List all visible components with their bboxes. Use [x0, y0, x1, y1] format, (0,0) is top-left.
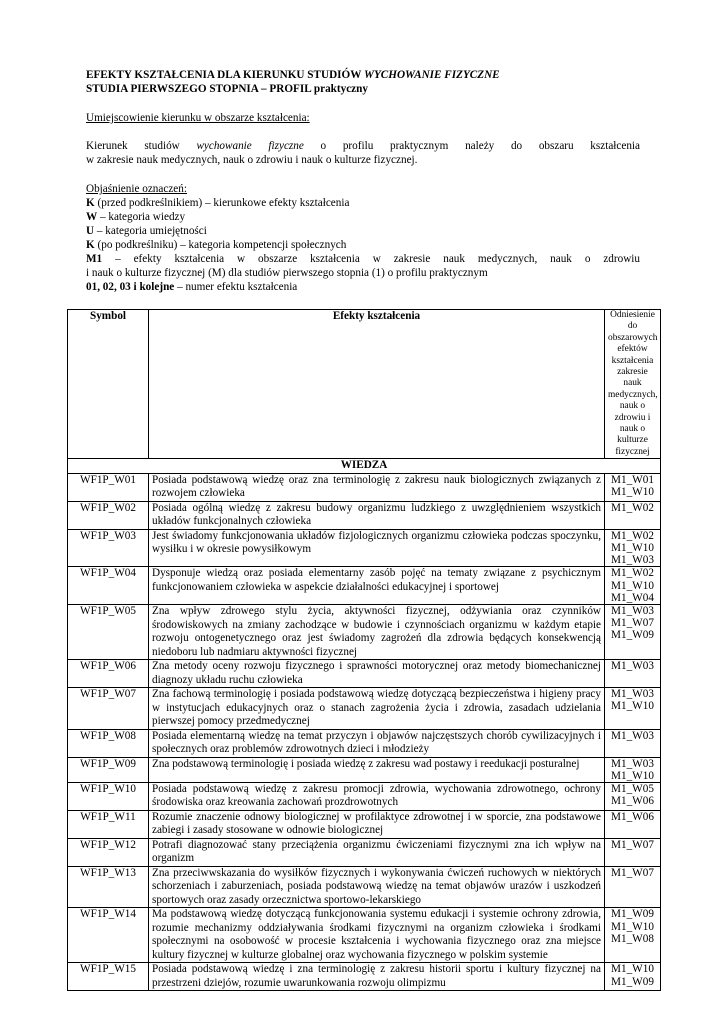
table-row	[68, 866, 661, 908]
legend-item	[86, 238, 346, 252]
reference-code: M1_W10	[611, 769, 654, 782]
reference-code: M1_W10	[611, 700, 654, 713]
legend-text: – efekty kształcenia w obszarze kształcenia w zakresie nauk medycznych, nauk o zdrowiu	[102, 253, 640, 265]
header-reference: Odniesienie do obszarowych efektów kształcenia zakresie nauk medycznych, nauk o zdrowiu i nauk o kulturze fizycznej	[605, 310, 661, 459]
outcome-description: Zna fachową terminologię i posiada podstawową wiedzę dotyczącą bezpieczeństwa i higieny pracy w instytucjach edukacyjnych oraz o stanach zagrożenia życia i zdrowia, zasadach udzielania pierwszej pomocy przedmedycznej	[149, 688, 605, 730]
outcome-symbol: WF1P_W03	[68, 529, 149, 567]
header-symbol: Symbol	[68, 310, 149, 459]
outcome-description: Potrafi diagnozować stany przeciążenia organizmu ćwiczeniami fizycznymi zna ich wpływ na organizm	[149, 838, 605, 866]
location-field-name: wychowanie fizyczne	[196, 140, 304, 152]
location-text-b: o profilu praktycznym należy do obszaru kształcenia	[303, 140, 641, 152]
legend-key: 01, 02, 03 i kolejne	[86, 281, 175, 293]
legend-key: K	[86, 197, 95, 209]
outcome-references	[605, 866, 661, 908]
reference-code: M1_W03	[611, 729, 654, 742]
reference-code: M1_W10	[611, 541, 654, 554]
outcome-description: Zna metody oceny rozwoju fizycznego i sprawności motorycznej oraz metody biomechanicznej diagnozy układu ruchu człowieka	[149, 660, 605, 688]
legend-item	[86, 196, 349, 210]
outcome-references	[605, 529, 661, 567]
legend-item	[86, 224, 207, 238]
location-text-a: Kierunek studiów	[86, 140, 197, 152]
legend-item-continuation	[86, 266, 488, 280]
reference-code: M1_W10	[611, 485, 654, 498]
outcome-references	[605, 605, 661, 660]
location-line1	[86, 139, 640, 153]
reference-code: M1_W02	[611, 567, 654, 580]
outcome-references	[605, 688, 661, 730]
reference-code: M1_W08	[611, 932, 654, 945]
reference-code: M1_W10	[611, 579, 654, 592]
outcome-description: Posiada podstawową wiedzę i zna terminologię z zakresu historii sportu i kultury fizycznej na przestrzeni dziejów, rozumie uwarunkowania rozwoju olimpizmu	[149, 963, 605, 991]
reference-code: M1_W01	[611, 473, 654, 486]
outcome-symbol: WF1P_W08	[68, 729, 149, 757]
outcome-symbol: WF1P_W12	[68, 838, 149, 866]
location-label: Umiejscowienie kierunku w obszarze kształcenia:	[86, 112, 310, 124]
reference-code: M1_W10	[611, 963, 654, 976]
learning-outcomes-table	[67, 309, 661, 991]
outcome-symbol: WF1P_W05	[68, 605, 149, 660]
reference-code: M1_W07	[611, 617, 654, 630]
reference-code: M1_W02	[611, 529, 654, 542]
outcome-references	[605, 567, 661, 605]
section-row	[68, 459, 661, 474]
legend-item	[86, 280, 297, 294]
outcome-description: Posiada podstawową wiedzę oraz zna terminologię z zakresu nauk biologicznych związanych z rozwojem człowieka	[149, 473, 605, 501]
table-row	[68, 838, 661, 866]
reference-code: M1_W09	[611, 975, 654, 988]
reference-code: M1_W06	[611, 810, 654, 823]
table-row	[68, 810, 661, 838]
table-row	[68, 567, 661, 605]
document-title-line1	[86, 68, 646, 82]
reference-code: M1_W02	[611, 501, 654, 514]
outcome-references	[605, 908, 661, 963]
table-row	[68, 908, 661, 963]
table-row	[68, 688, 661, 730]
table-row	[68, 757, 661, 782]
reference-code: M1_W04	[611, 591, 654, 604]
reference-code: M1_W07	[611, 866, 654, 879]
outcome-symbol: WF1P_W14	[68, 908, 149, 963]
legend-text: (po podkreślniku) – kategoria kompetencji społecznych	[94, 239, 347, 251]
outcome-symbol: WF1P_W13	[68, 866, 149, 908]
table-row	[68, 729, 661, 757]
outcome-symbol: WF1P_W07	[68, 688, 149, 730]
table-row	[68, 660, 661, 688]
title2-prefix: STUDIA PIERWSZEGO STOPNIA – PROFIL	[86, 83, 314, 95]
reference-code: M1_W03	[611, 757, 654, 770]
outcome-references	[605, 660, 661, 688]
legend-key: K	[86, 239, 95, 251]
legend-text: – kategoria umiejętności	[94, 225, 207, 237]
outcome-description: Jest świadomy funkcjonowania układów fizjologicznych organizmu człowieka podczas spoczynku, wysiłku i w okresie powysiłkowym	[149, 529, 605, 567]
legend-key: U	[86, 225, 95, 237]
outcome-symbol: WF1P_W15	[68, 963, 149, 991]
reference-code: M1_W03	[611, 554, 654, 567]
outcome-description: Zna podstawową terminologię i posiada wiedzę z zakresu wad postawy i reedukacji posturalnej	[149, 757, 605, 782]
outcome-description: Rozumie znaczenie odnowy biologicznej w profilaktyce zdrowotnej i w sporcie, zna podstawowe zabiegi i zasady stosowane w odnowie biologicznej	[149, 810, 605, 838]
table-row	[68, 529, 661, 567]
legend-text: – kategoria wiedzy	[97, 211, 186, 223]
outcome-symbol: WF1P_W10	[68, 782, 149, 810]
outcome-symbol: WF1P_W11	[68, 810, 149, 838]
outcome-references	[605, 473, 661, 501]
table-row	[68, 473, 661, 501]
outcome-description: Ma podstawową wiedzę dotyczącą funkcjonowania systemu edukacji i systemie ochrony zdrowia, rozumie mechanizmy oddziaływania środkami fizycznymi na organizm człowieka i środkami społecznymi na osobowość w procesie kształcenia i wychowania fizycznego oraz zna miejsce kultury fizycznej w kulturze globalnej oraz wychowania fizycznego w polskim systemie	[149, 908, 605, 963]
outcome-symbol: WF1P_W02	[68, 501, 149, 529]
location-line2: w zakresie nauk medycznych, nauk o zdrowiu i nauk o kulturze fizycznej.	[86, 154, 418, 166]
outcome-symbol: WF1P_W04	[68, 567, 149, 605]
outcome-symbol: WF1P_W06	[68, 660, 149, 688]
document-title-line2	[86, 82, 646, 96]
legend-text: – numer efektu kształcenia	[174, 281, 298, 293]
header-effects: Efekty kształcenia	[149, 310, 605, 459]
outcome-references	[605, 729, 661, 757]
outcome-description: Posiada podstawową wiedzę z zakresu promocji zdrowia, wychowania zdrowotnego, ochrony środowiska oraz kreowania zachowań prozdrowotnych	[149, 782, 605, 810]
reference-code: M1_W09	[611, 629, 654, 642]
outcome-references	[605, 757, 661, 782]
legend-text: i nauk o kulturze fizycznej (M) dla studiów pierwszego stopnia (1) o profilu praktycznym	[86, 267, 488, 279]
legend-item	[86, 210, 185, 224]
legend-key: W	[86, 211, 98, 223]
legend-label: Objaśnienie oznaczeń:	[86, 183, 187, 195]
table-header-row	[68, 310, 661, 459]
legend-item	[86, 252, 640, 266]
reference-code: M1_W07	[611, 838, 654, 851]
legend-key: M1	[86, 253, 103, 265]
table-row	[68, 963, 661, 991]
outcome-references	[605, 810, 661, 838]
title-prefix: EFEKTY KSZTAŁCENIA DLA KIERUNKU STUDIÓW	[86, 69, 364, 81]
outcome-description: Zna wpływ zdrowego stylu życia, aktywności fizycznej, odżywiania oraz czynników środowiskowych na zmiany zachodzące w budowie i czynnościach organizmu w każdym etapie rozwoju ontogenetycznego oraz jest świadomy zagrożeń dla zdrowia będących konsekwencją niedoboru lub nadmiaru aktywności fizycznej	[149, 605, 605, 660]
title2-profile: praktyczny	[313, 83, 368, 95]
outcome-references	[605, 782, 661, 810]
table-row	[68, 782, 661, 810]
reference-code: M1_W05	[611, 782, 654, 795]
outcome-references	[605, 501, 661, 529]
reference-code: M1_W03	[611, 605, 654, 617]
outcome-symbol: WF1P_W09	[68, 757, 149, 782]
outcome-references	[605, 838, 661, 866]
outcome-symbol: WF1P_W01	[68, 473, 149, 501]
table-row	[68, 501, 661, 529]
reference-code: M1_W09	[611, 908, 654, 921]
title-field-name: WYCHOWANIE FIZYCZNE	[364, 69, 500, 81]
outcome-description: Posiada ogólną wiedzę z zakresu budowy organizmu ludzkiego z uwzględnieniem wszystkich układów funkcjonalnych człowieka	[149, 501, 605, 529]
legend-text: (przed podkreślnikiem) – kierunkowe efekty kształcenia	[94, 197, 350, 209]
outcome-references	[605, 963, 661, 991]
reference-code: M1_W03	[611, 660, 654, 672]
reference-code: M1_W10	[611, 920, 654, 933]
reference-code: M1_W06	[611, 795, 654, 808]
outcome-description: Dysponuje wiedzą oraz posiada elementarny zasób pojęć na tematy związane z psychicznym funkcjonowaniem człowieka w aspekcie działalności edukacyjnej i sportowej	[149, 567, 605, 605]
outcome-description: Posiada elementarną wiedzę na temat przyczyn i objawów najczęstszych chorób cywilizacyjnych i społecznych oraz problemów zdrowotnych dzieci i młodzieży	[149, 729, 605, 757]
table-row	[68, 605, 661, 660]
reference-code: M1_W03	[611, 688, 654, 700]
section-wiedza: WIEDZA	[68, 459, 661, 474]
outcome-description: Zna przeciwwskazania do wysiłków fizycznych i wykonywania ćwiczeń ruchowych w niektórych schorzeniach i zaburzeniach, posiada podstawową wiedzę na temat objawów urazów i uszkodzeń sportowych oraz zasady orzecznictwa sportowo-lekarskiego	[149, 866, 605, 908]
